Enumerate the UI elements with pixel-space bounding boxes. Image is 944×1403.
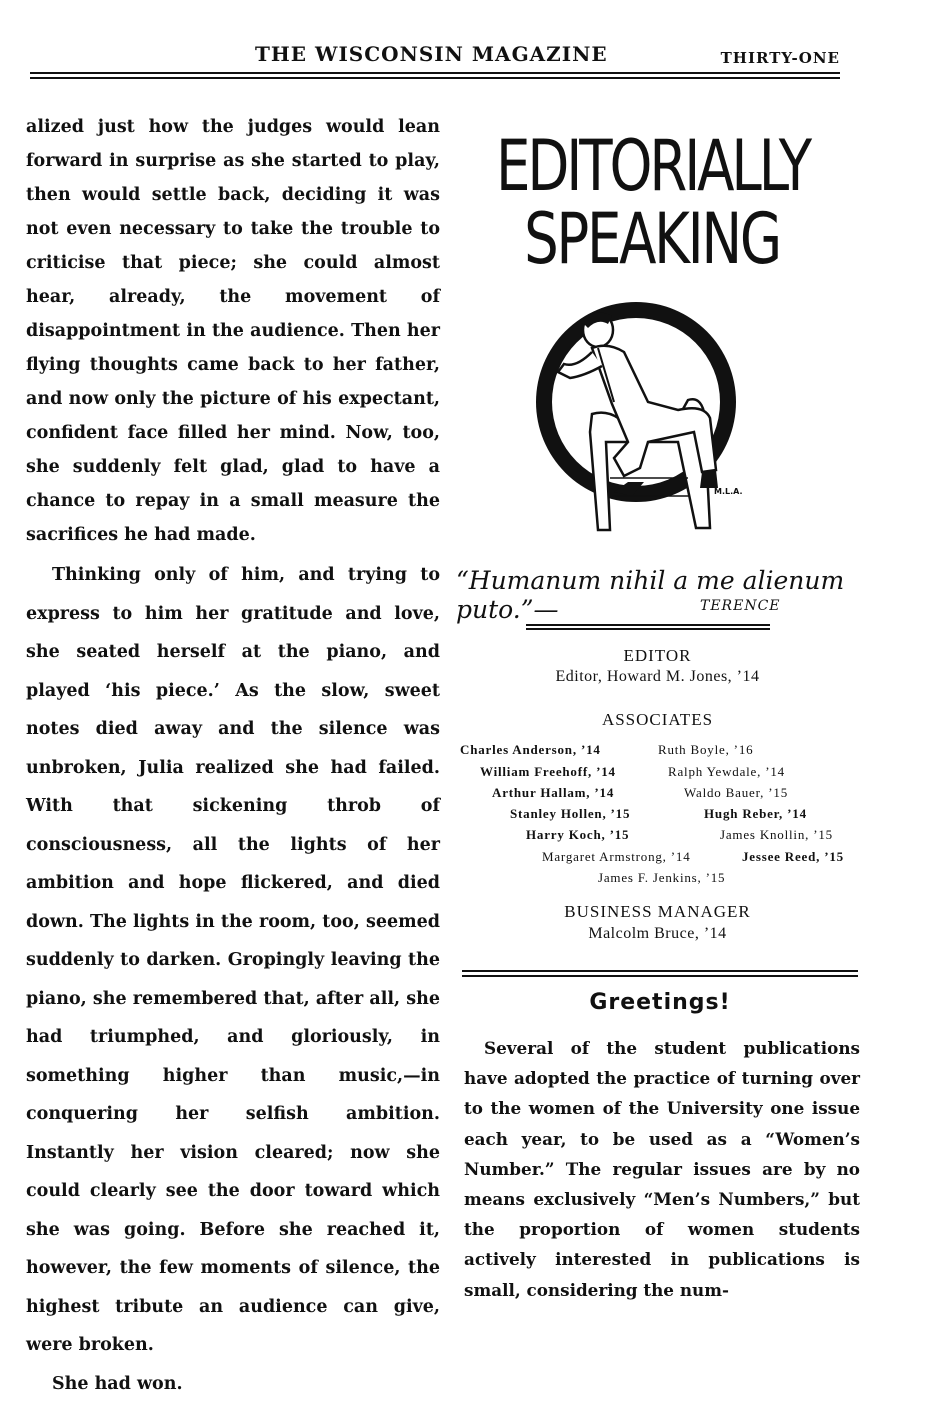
associate-name: James Knollin, ’15	[720, 827, 833, 843]
associate-name: William Freehoff, ’14	[480, 764, 616, 780]
story-column	[26, 110, 440, 1403]
magazine-title: THE WISCONSIN MAGAZINE	[255, 42, 608, 66]
greetings-title: Greetings!	[462, 990, 858, 1015]
associates-heading: ASSOCIATES	[455, 710, 860, 730]
staff-box	[455, 646, 860, 730]
business-manager-heading: BUSINESS MANAGER	[455, 902, 860, 922]
associate-name: Hugh Reber, ’14	[704, 806, 807, 822]
illustration-signature: M.L.A.	[714, 487, 743, 496]
masthead-title-line-2: SPEAKING	[496, 204, 808, 274]
associate-name: James F. Jenkins, ’15	[598, 870, 725, 886]
running-header	[30, 38, 840, 68]
associate-name: Harry Koch, ’15	[526, 827, 629, 843]
motto-rule	[526, 624, 770, 630]
greetings-rule	[462, 970, 858, 977]
seated-man-illustration	[528, 292, 748, 542]
editor-name: Editor, Howard M. Jones, ’14	[455, 668, 860, 686]
masthead-title-line-1: EDITORIALLY	[496, 128, 808, 204]
header-rule	[30, 72, 840, 79]
page-number: THIRTY-ONE	[721, 49, 840, 67]
greetings-body: Several of the student publications have adopted the practice of turning over to the women of the University one issue each year, to be used as a “Women’s Number.” The regular issues are by no means exclusively “Men’s Numbers,” but the proportion of women students actively interested in publications is small, considering the num-	[464, 1033, 860, 1305]
associate-name: Jessee Reed, ’15	[742, 849, 844, 865]
business-manager-name: Malcolm Bruce, ’14	[455, 925, 860, 943]
story-paragraph: alized just how the judges would lean forward in surprise as she started to play, then would settle back, deciding it was not even necessary to take the trouble to criticise that piece; she could almost hear, already, the movement of disappointment in the audience. Then her flying thoughts came back to her father, and now only the picture of his expectant, confident face filled her mind. Now, too, she suddenly felt glad, glad to have a chance to repay in a small measure the sacrifices he had made.	[26, 110, 440, 552]
motto-attribution: TERENCE	[700, 598, 781, 614]
associate-name: Charles Anderson, ’14	[460, 742, 601, 758]
associate-name: Arthur Hallam, ’14	[492, 785, 614, 801]
associate-name: Ruth Boyle, ’16	[658, 742, 753, 758]
associate-name: Waldo Bauer, ’15	[684, 785, 788, 801]
editor-heading: EDITOR	[455, 646, 860, 666]
story-paragraph: Thinking only of him, and trying to express to him her gratitude and love, she seated herself at the piano, and played ‘his piece.’ As the slow, sweet notes died away and the silence was unbroken, Julia realized she had failed. With that sickening throb of consciousness, all the lights of her ambition and hope flickered, and died down. The lights in the room, too, seemed suddenly to darken. Gropingly leaving the piano, she remembered that, after all, she had triumphed, and gloriously, in something higher than music,—in conquering her selfish ambition. Instantly her vision cleared; now she could clearly see the door toward which she was going. Before she reached it, however, the few moments of silence, the highest tribute an audience can give, were broken.	[26, 556, 440, 1365]
editorial-masthead	[452, 128, 852, 274]
associate-name: Stanley Hollen, ’15	[510, 806, 630, 822]
story-paragraph: She had won.	[26, 1365, 440, 1403]
latin-motto: “Humanum nihil a me alienum puto.”—	[456, 566, 856, 624]
business-box	[455, 902, 860, 943]
associate-name: Ralph Yewdale, ’14	[668, 764, 785, 780]
associate-name: Margaret Armstrong, ’14	[542, 849, 691, 865]
